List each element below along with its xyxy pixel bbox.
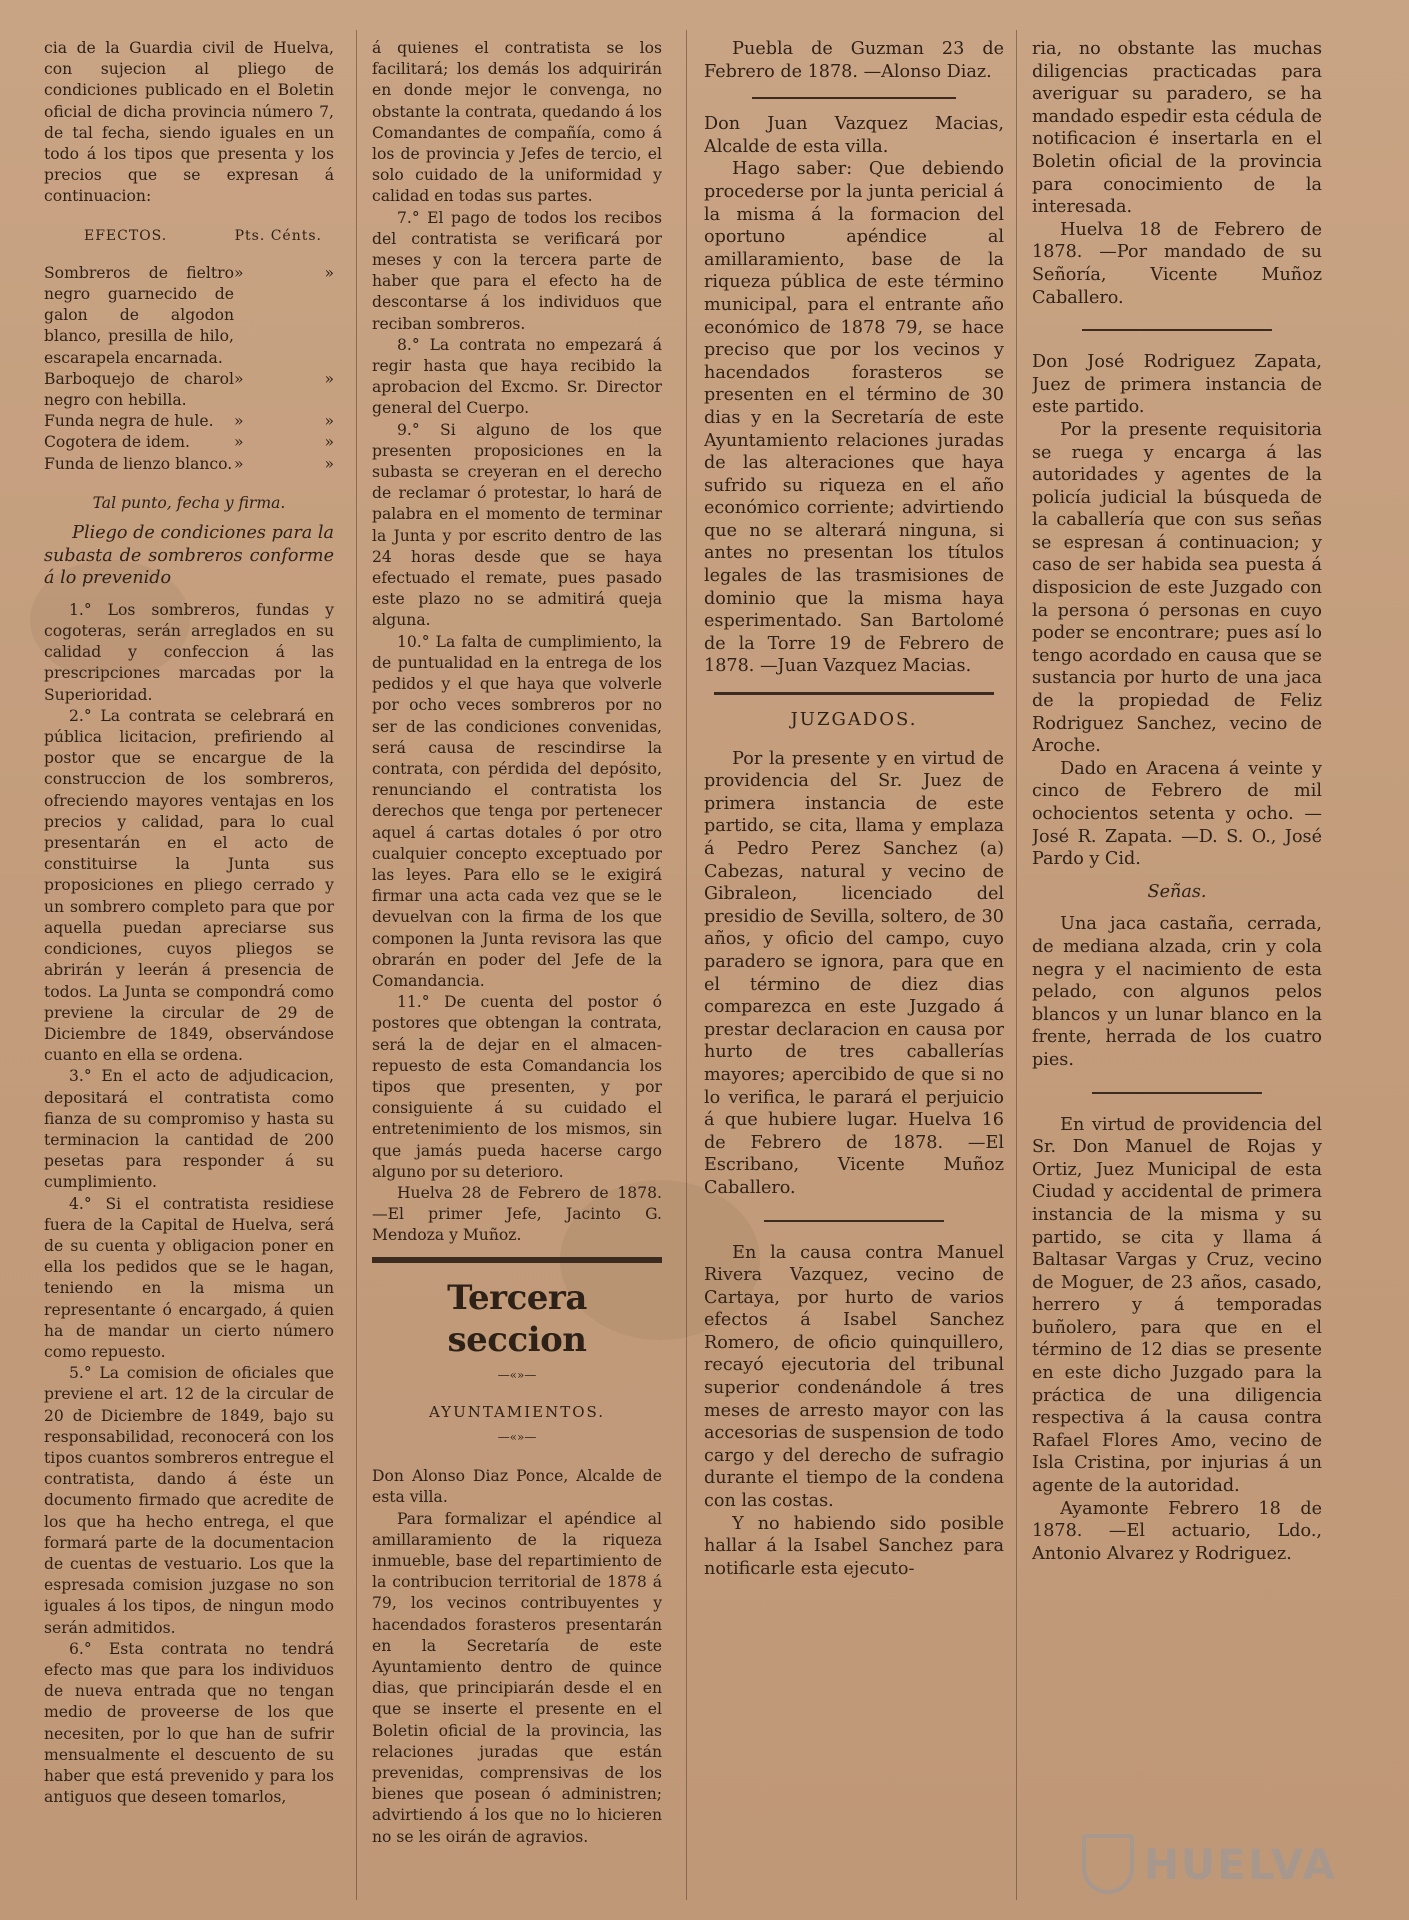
ayuntamientos-ornament: —«»— xyxy=(497,1429,537,1444)
ayuntamiento-body: Para formalizar el apéndice al amillaramiento de la riqueza inmueble, base del repartimiento de la contribucion territorial de 1878 á 79, los vecinos contribuyentes y hacendados forasteros presentarán en la Secretaría de este Ayuntamiento dentro de quince dias, que principiarán desde el en que se inserte el presente en el Boletin oficial de la provincia, las relaciones juradas que están prevenidas, comprensivas de los bienes que posean ó administren; advirtiendo á los que no lo hicieren no se les oirán de agravios. xyxy=(372,1509,662,1846)
divider xyxy=(714,692,994,695)
watermark-text: HUELVA xyxy=(1143,1839,1337,1889)
column-1 xyxy=(44,38,334,1890)
condicion-6: 6.° Esta contrata no tendrá efecto mas que para los individuos de nueva entrada que no tengan medio de proveerse de los que necesiten, por lo que han de sufrir mensualmente el descuento de su haber que está prevenido y para los antiguos que deseen tomarlos, xyxy=(44,1639,334,1807)
juan-heading: Don Juan Vazquez Macias, Alcalde de esta villa. xyxy=(704,114,1004,157)
price-row: Funda de lienzo blanco. » » xyxy=(44,454,334,475)
price-label: Barboquejo de charol negro con hebilla. xyxy=(44,369,234,410)
ayamonte-signature: Ayamonte Febrero 18 de 1878. —El actuario, Ldo., Antonio Alvarez y Rodriguez. xyxy=(1032,1498,1322,1564)
senas-title: Señas. xyxy=(1147,881,1207,902)
price-row: Sombreros de fieltro negro guarnecido de galon de algodon blanco, presilla de hilo, escarapela encarnada. » » xyxy=(44,263,334,369)
condicion-11: 11.° De cuenta del postor ó postores que obtengan la contrata, será la de dejar en el almacen-repuesto de esta Comandancia los tipos que presenten, y por consiguiente á su cuidado el entretenimiento de los mismos, sin que jamás pueda hacerse cargo alguno por su deterioro. xyxy=(372,993,662,1181)
price-list xyxy=(44,263,334,475)
price-row: Cogotera de idem. » » xyxy=(44,432,334,453)
divider xyxy=(1082,329,1272,331)
condicion-cont: á quienes el contratista se los facilitará; los demás los adquirirán en donde mejor le convenga, no obstante la contrata, quedando á los Comandantes de compañía, como á los de provincia y Jefes de tercio, el solo cuidado de la uniformidad y calidad en todas sus partes. xyxy=(372,39,662,206)
condicion-5: 5.° La comision de oficiales que previene el art. 12 de la circular de 20 de Diciembre de 1849, bajo su responsabilidad, reconocerá con los tipos cuantos sombreros entregue el contratista, dando á éste un documento firmado que acredite de los que ha hecho entrega, el que formará parte de la documentacion de cuentas de vestuario. Los que la espresada comision juzgase no son iguales á los tipos, de ningun modo serán admitidos. xyxy=(44,1364,334,1637)
intro-text: cia de la Guardia civil de Huelva, con sujecion al pliego de condiciones publicado en el Boletin oficial de dicha provincia número 7, de tal fecha, siendo iguales en un todo á los tipos que presenta y los precios que se expresan á continuacion: xyxy=(44,39,334,206)
section-rule xyxy=(372,1257,662,1263)
pliego-title: Pliego de condiciones para la subasta de sombreros conforme á lo prevenido xyxy=(44,523,334,589)
virtud-body: En virtud de providencia del Sr. Don Manuel de Rojas y Ortiz, Juez Municipal de esta Ciudad y accidental de primera instancia de la misma y su partido, se cita y llama á Baltasar Vargas y Cruz, vecino de Moguer, de 23 años, casado, herrero y á temporadas buñolero, para que en el término de 12 dias se presente en este dicho Juzgado para la práctica de una diligencia respectiva á la causa contra Rafael Flores Amo, vecino de Isla Cristina, por injurias á un agente de la autoridad. xyxy=(1032,1114,1322,1497)
puebla-signature: Puebla de Guzman 23 de Febrero de 1878. —Alonso Diaz. xyxy=(704,39,1004,82)
price-row: Barboquejo de charol negro con hebilla. » » xyxy=(44,369,334,411)
senas-body: Una jaca castaña, cerrada, de mediana alzada, crin y cola negra y el nacimiento de esta pelado, con algunos pelos blancos y un lunar blanco en la frente, herrada de los cuatro pies. xyxy=(1032,914,1322,1070)
juan-body: Hago saber: Que debiendo procederse por la junta pericial á la misma á la formacion del oportuno apéndice al amillaramiento, base de la riqueza pública de este término municipal, para el entrante año económico de 1878 79, se hace preciso que por los vecinos y hacendados forasteros se presenten en el término de 30 dias y en la Secretaría de este Ayuntamiento relaciones juradas de las alteraciones que haya sufrido su riqueza en el año económico corriente; advirtiendo que no se alterará ninguna, si antes no presentan los títulos legales de las trasmisiones de dominio que la misma haya esperimentado. San Bartolomé de la Torre 19 de Febrero de 1878. —Juan Vazquez Macias. xyxy=(704,159,1004,677)
condicion-1: 1.° Los sombreros, fundas y cogoteras, serán arreglados en su calidad y confeccion á las prescripciones marcadas por la Superioridad. xyxy=(44,600,334,704)
column-4 xyxy=(1032,38,1322,1890)
column-2 xyxy=(372,38,662,1890)
jose-heading: Don José Rodriguez Zapata, Juez de primera instancia de este partido. xyxy=(1032,352,1322,418)
juzgados-body: Por la presente y en virtud de providencia del Sr. Juez de primera instancia de este partido, se cita, llama y emplaza á Pedro Perez Sanchez (a) Cabezas, natural y vecino de Gibraleon, licenciado del presidio de Sevilla, soltero, de 30 años, y oficio del campo, cuyo paradero se ignora, para que en el término de diez dias comparezca en este Juzgado á prestar declaracion en causa por hurto de tres caballerías mayores; apercibido de que si no lo verifica, le parará el perjuicio á que hubiere lugar. Huelva 16 de Febrero de 1878. —El Escribano, Vicente Muñoz Caballero. xyxy=(704,748,1004,1198)
price-header-right: Pts. Cénts. xyxy=(234,227,322,244)
archive-watermark xyxy=(1082,1834,1337,1894)
jose-body: Por la presente requisitoria se ruega y encarga á las autoridades y agentes de la policía judicial la búsqueda de la caballería que con sus señas se espresan á continuacion; y caso de ser habida sea puesta á disposicion de este Juzgado con la persona ó personas en cuyo poder se encontrare; pues así lo tengo acordado en causa que se sustancia por hurto de una jaca de la propiedad de Feliz Rodriguez Sanchez, vecino de Aroche. xyxy=(1032,419,1322,757)
seal-icon xyxy=(1082,1834,1134,1894)
alcalde-heading: Don Alonso Diaz Ponce, Alcalde de esta villa. xyxy=(372,1467,662,1507)
condicion-8: 8.° La contrata no empezará á regir hasta que haya recibido la aprobacion del Excmo. Sr. Director general del Cuerpo. xyxy=(372,335,662,418)
jose-signature: Dado en Aracena á veinte y cinco de Febrero de mil ochocientos setenta y ocho. —José R. Zapata. —D. S. O., José Pardo y Cid. xyxy=(1032,758,1322,870)
condicion-7: 7.° El pago de todos los recibos del contratista se verificará por meses y con la tercera parte de haber que para el efecto ha de descontarse á los individuos que reciban sombreros. xyxy=(372,208,662,333)
fecha-line: Tal punto, fecha y firma. xyxy=(92,493,286,512)
causa-body: En la causa contra Manuel Rivera Vazquez, vecino de Cartaya, por hurto de varios efectos á Isabel Sanchez Romero, de oficio quinquillero, recayó ejecutoria del tribunal superior condenándole á tres meses de arresto mayor con las accesorias de suspension de todo cargo y del derecho de sufragio durante el tiempo de la condena con las costas. xyxy=(704,1242,1004,1512)
price-row: Funda negra de hule. » » xyxy=(44,411,334,432)
column-divider xyxy=(1016,30,1017,1900)
condicion-9: 9.° Si alguno de los que presenten proposiciones en la subasta se creyeran en el derecho de reclamar ó protestar, lo hará de palabra en el momento de terminar la Junta y por escrito dentro de las 24 horas desde que se haya efectuado el remate, pues pasado este plazo no se admitirá queja alguna. xyxy=(372,420,662,630)
causa-body-2: Y no habiendo sido posible hallar á la Isabel Sanchez para notificarle esta ejecuto- xyxy=(704,1513,1004,1579)
ayuntamientos-title: AYUNTAMIENTOS. xyxy=(428,1402,606,1421)
condicion-2: 2.° La contrata se celebrará en pública licitacion, prefiriendo al postor que se encargue de la construccion de los sombreros, ofreciendo mayores ventajas en los precios y calidad, para lo cual presentarán en el acto de constituirse la Junta sus proposiciones en pliego cerrado y un sombrero completo para que por aquella puedan apreciarse sus condiciones, cuyos pliegos se abrirán y leerán á presencia de todos. La Junta se compondrá como previene la circular de 29 de Diciembre de 1849, observándose cuanto en ella se ordena. xyxy=(44,706,334,1065)
section-ornament: —«»— xyxy=(497,1367,537,1382)
divider xyxy=(764,1220,944,1222)
price-label: Funda de lienzo blanco. xyxy=(44,454,233,473)
column-3 xyxy=(704,38,1004,1890)
section-title: Tercera seccion xyxy=(447,1277,587,1360)
divider xyxy=(752,97,956,99)
condicion-3: 3.° En el acto de adjudicacion, depositará el contratista como fianza de su compromiso y hasta su terminacion la cantidad de 200 pesetas para responder á su cumplimiento. xyxy=(44,1067,334,1192)
price-label: Cogotera de idem. xyxy=(44,433,191,452)
divider xyxy=(1092,1092,1262,1094)
signature-huelva: Huelva 28 de Febrero de 1878. —El primer Jefe, Jacinto G. Mendoza y Muñoz. xyxy=(372,1183,662,1245)
price-table-header xyxy=(84,226,322,247)
juzgados-title: JUZGADOS. xyxy=(790,709,918,731)
condicion-10: 10.° La falta de cumplimiento, la de puntualidad en la entrega de los pedidos y el que haya que volverle por ocho veces sombreros por no ser de las condiciones convenidas, será causa de rescindirse la contrata, con pérdida del depósito, renunciando el contratista los derechos que tenga por pertenecer aquel á cartas dotales ó por otro cualquier concepto exceptuado por las leyes. Para ello se le exigirá firmar una acta cada vez que se le devuelvan con la firma de los que componen la Junta revisora las que obrarán en poder del Jefe de la Comandancia. xyxy=(372,632,662,990)
price-header-left: EFECTOS. xyxy=(84,227,168,244)
condicion-4: 4.° Si el contratista residiese fuera de la Capital de Huelva, será de su cuenta y obligacion poner en ella los pedidos que se le hagan, teniendo en la misma un representante ó encargado, á quien ha de mandar un cierto número como repuesto. xyxy=(44,1194,334,1361)
price-label: Funda negra de hule. xyxy=(44,412,214,431)
price-label: Sombreros de fieltro negro guarnecido de galon de algodon blanco, presilla de hilo, escarapela encarnada. xyxy=(44,263,234,367)
huelva-signature: Huelva 18 de Febrero de 1878. —Por mandado de su Señoría, Vicente Muñoz Caballero. xyxy=(1032,219,1322,308)
cedula-cont: ria, no obstante las muchas diligencias practicadas para averiguar su paradero, se ha mandado espedir esta cédula de notificacion é insertarla en el Boletin oficial de la provincia para conocimiento de la interesada. xyxy=(1032,39,1322,218)
column-divider xyxy=(356,30,357,1900)
column-divider xyxy=(686,30,687,1900)
